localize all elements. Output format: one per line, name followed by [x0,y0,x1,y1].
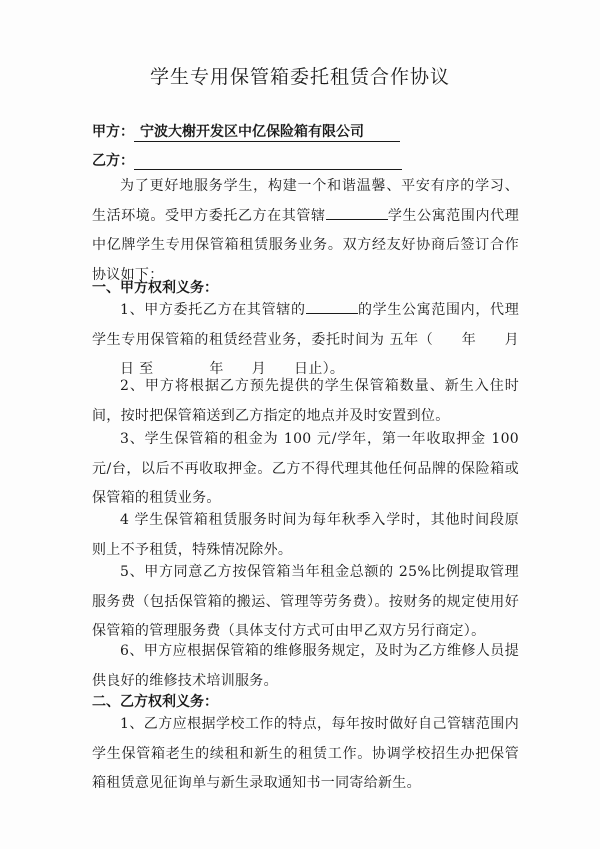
section-b-heading: 二、乙方权利义务： [92,694,218,710]
item1-blank [306,299,358,314]
party-b-label: 乙方： [92,153,134,169]
party-a-name: 宁波大榭开发区中亿保险箱有限公司 [134,121,400,142]
item1-text-after: 的学生公寓范围内，代理学生专用保管箱的租赁经营业务，委托时间为 五年（ [92,302,519,348]
section-a-item-6: 6、甲方应根据保管箱的维修服务规定，及时为乙方维修人员提供良好的维修技术培训服务。 [92,643,519,689]
item1-month-1: 月 [504,331,519,348]
intro-paragraph [92,172,519,290]
party-a-line [92,121,400,142]
item1-to: 至 [139,361,154,377]
item1-month-2: 月 [251,361,267,377]
document-title: 学生专用保管箱委托租赁合作协议 [149,66,450,88]
section-a-item-2: 2、甲方将根据乙方预先提供的学生保管箱数量、新生入住时间，按时把保管箱送到乙方指定的地点并及时安置到位。 [92,378,519,424]
section-a-item-3: 3、学生保管箱的租金为 100 元/学年，第一年收取押金 100 元/台，以后不再收取押金。乙方不得代理其他任何品牌的保险箱或保管箱的租赁业务。 [92,431,519,506]
item1-year-1: 年 [461,331,477,348]
party-a-label: 甲方： [92,124,134,140]
intro-text-before: 为了更好地服务学生，构建一个和谐温馨、平安有序的学习、生活环境。受甲方委托乙方在其管辖 [92,178,519,224]
section-b-item-1: 1、乙方应根据学校工作的特点，每年按时做好自己管辖范围内学生保管箱老生的续租和新生的租赁工作。协调学校招生办把保管箱租赁意见征询单与新生录取通知书一同寄给新生。 [92,716,519,791]
section-a-heading: 一、甲方权利义务： [92,280,218,296]
section-a-item-4: 4 学生保管箱租赁服务时间为每年秋季入学时，其他时间段原则上不予租赁，特殊情况除外。 [92,512,519,558]
item1-day-1: 日 [120,361,135,377]
item1-text-before: 1、甲方委托乙方在其管辖的 [120,302,306,318]
intro-text-after: 学生公寓范围内代理中亿牌学生专用保管箱租赁服务业务。双方经友好协商后签订合作协议如下： [92,207,519,283]
item1-year-2: 年 [209,361,224,377]
item1-end: 日止）。 [294,361,345,377]
party-b-line [92,150,402,170]
party-b-blank [134,152,402,170]
section-a-item-5: 5、甲方同意乙方按保管箱当年租金总额的 25%比例提取管理服务费（包括保管箱的搬运、管理等劳务费）。按财务的规定使用好保管箱的管理服务费（具体支付方式可由甲乙双方另行商定）。 [92,564,519,639]
intro-blank [326,205,388,220]
